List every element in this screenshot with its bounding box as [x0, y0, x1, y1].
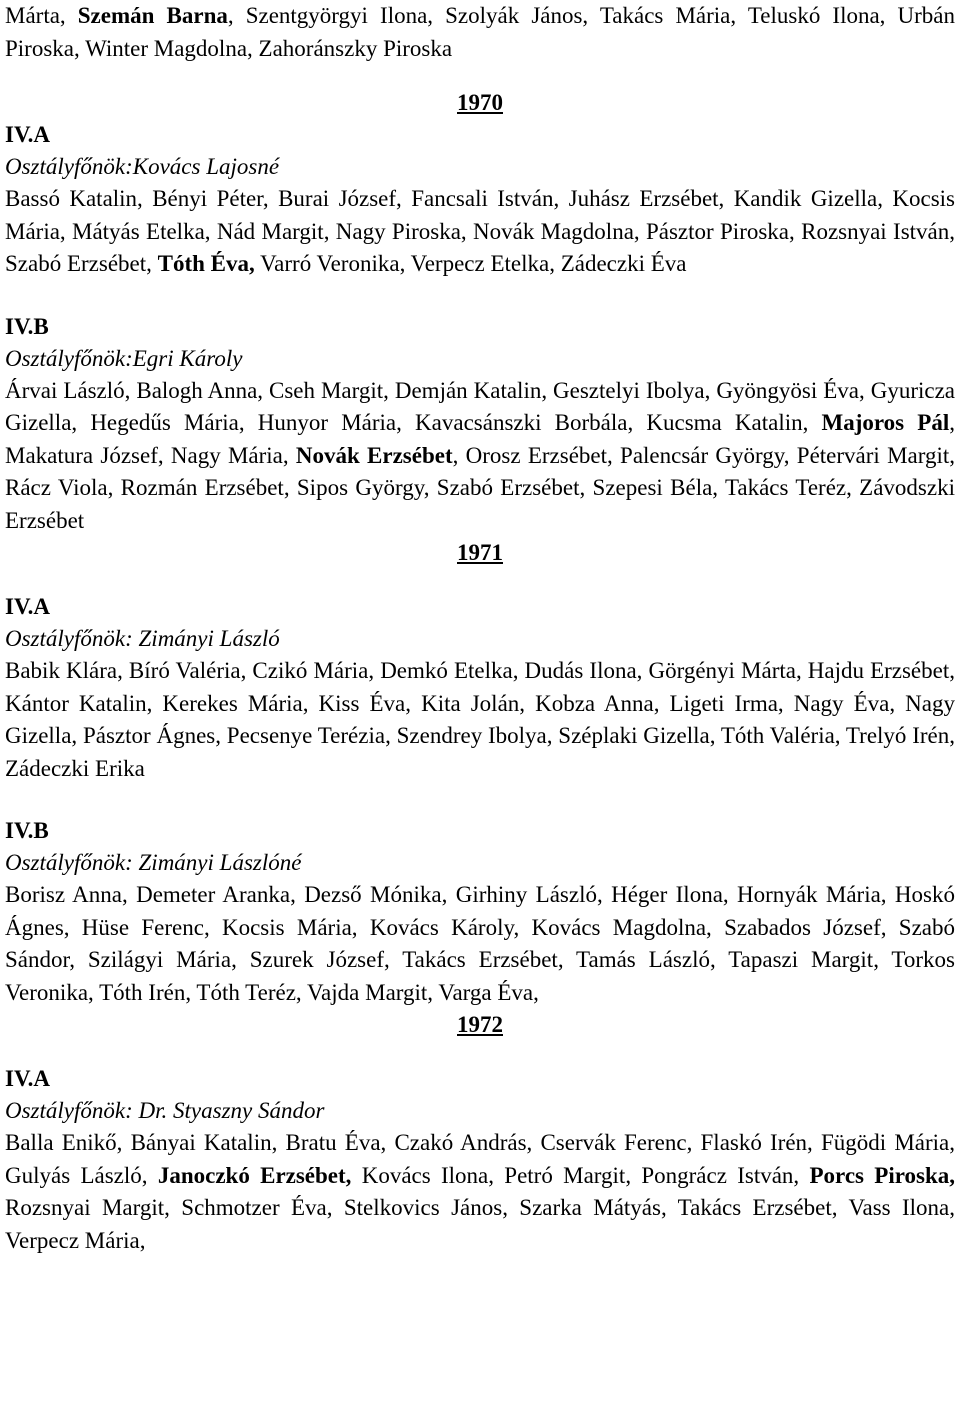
name-text: Babik Klára, Bíró Valéria, Czikó Mária, Demkó Etelka, Dudás Ilona, Görgényi Márta, Hajdu Erzsébet, Kántor Katalin, Kerekes Mária, Kiss Éva, Kita Jolán, Kobza Anna, Ligeti Irma, Nagy Éva, Nagy Gizella, Pásztor Ágnes, Pecsenye Terézia, Szendrey Ibolya, Széplaki Gizella, Tóth Valéria, Trelyó Irén, Zádeczki Erika — [5, 658, 955, 781]
name-text: , Makatura József, Nagy Mária, — [5, 410, 955, 468]
name-text: Borisz Anna, Demeter Aranka, Dezső Mónika, Girhiny László, Héger Ilona, Hornyák Mária, Hoskó Ágnes, Hüse Ferenc, Kocsis Mária, Kovács Károly, Kovács Magdolna, Szabados József, Szabó Sándor, Szilágyi Mária, Szurek József, Takács Erzsébet, Tamás László, Tapaszi Margit, Torkos Veronika, Tóth Irén, Tóth Teréz, Vajda Margit, Varga Éva, — [5, 882, 955, 1005]
year-heading: 1971 — [457, 540, 503, 565]
name-text: Árvai László, Balogh Anna, Cseh Margit, Demján Katalin, Gesztelyi Ibolya, Gyöngyösi Éva, Gyuricza Gizella, Hegedűs Mária, Hunyor Mária, Kavacsánszki Borbála, Kucsma Katalin, — [5, 377, 955, 435]
student-list — [5, 1127, 955, 1257]
name-text: , Orosz Erzsébet, Palencsár György, Pétervári Margit, Rácz Viola, Rozmán Erzsébet, Sipos György, Szabó Erzsébet, Szepesi Béla, Takács Teréz, Závodszki Erzsébet — [5, 442, 955, 533]
year-heading: 1970 — [457, 90, 503, 115]
name-text: Kovács Ilona, Petró Margit, Pongrácz István, — [351, 1162, 810, 1188]
year-heading: 1972 — [457, 1012, 503, 1037]
class-heading: IV.B — [5, 818, 49, 843]
name-text: Varró Veronika, Verpecz Etelka, Zádeczki Éva — [254, 251, 687, 276]
student-list — [5, 375, 955, 538]
name-text: Bassó Katalin, Bényi Péter, Burai József, Fancsali István, Juhász Erzsébet, Kandik Gizella, Kocsis Mária, Mátyás Etelka, Nád Margit, Nagy Piroska, Novák Magdolna, Pásztor Piroska, Rozsnyai István, Szabó Erzsébet, — [5, 186, 955, 276]
name-text: , Szentgyörgyi Ilona, Szolyák János, Takács Mária, Teluskó Ilona, Urbán Piroska, Winter Magdolna, Zahoránszky Piroska — [5, 3, 955, 61]
student-list — [5, 655, 955, 785]
class-heading: IV.A — [5, 122, 50, 147]
highlighted-name: Novák Erzsébet — [295, 442, 453, 468]
name-text: Márta, — [5, 3, 78, 28]
highlighted-name: Porcs Piroska, — [809, 1162, 956, 1188]
class-heading: IV.A — [5, 1066, 50, 1091]
name-text: Balla Enikő, Bányai Katalin, Bratu Éva, Czakó András, Cservák Ferenc, Flaskó Irén, Fügödi Mária, Gulyás László, — [5, 1130, 955, 1188]
class-teacher: Osztályfőnök:Kovács Lajosné — [5, 154, 280, 179]
document-page — [5, 0, 955, 1257]
class-heading: IV.B — [5, 313, 49, 339]
class-teacher: Osztályfőnök:Egri Károly — [5, 345, 243, 371]
class-teacher: Osztályfőnök: Zimányi László — [5, 626, 280, 651]
highlighted-name: Tóth Éva, — [157, 251, 255, 276]
name-text: Rozsnyai Margit, Schmotzer Éva, Stelkovics János, Szarka Mátyás, Takács Erzsébet, Vass Ilona, Verpecz Mária, — [5, 1195, 955, 1253]
intro-paragraph — [5, 0, 955, 65]
class-teacher: Osztályfőnök: Zimányi Lászlóné — [5, 850, 302, 875]
highlighted-name: Szemán Barna — [77, 3, 228, 28]
class-teacher: Osztályfőnök: Dr. Styaszny Sándor — [5, 1098, 325, 1123]
student-list — [5, 879, 955, 1009]
highlighted-name: Majoros Pál — [821, 410, 950, 435]
class-heading: IV.A — [5, 594, 50, 619]
highlighted-name: Janoczkó Erzsébet, — [157, 1162, 352, 1188]
student-list — [5, 183, 955, 281]
